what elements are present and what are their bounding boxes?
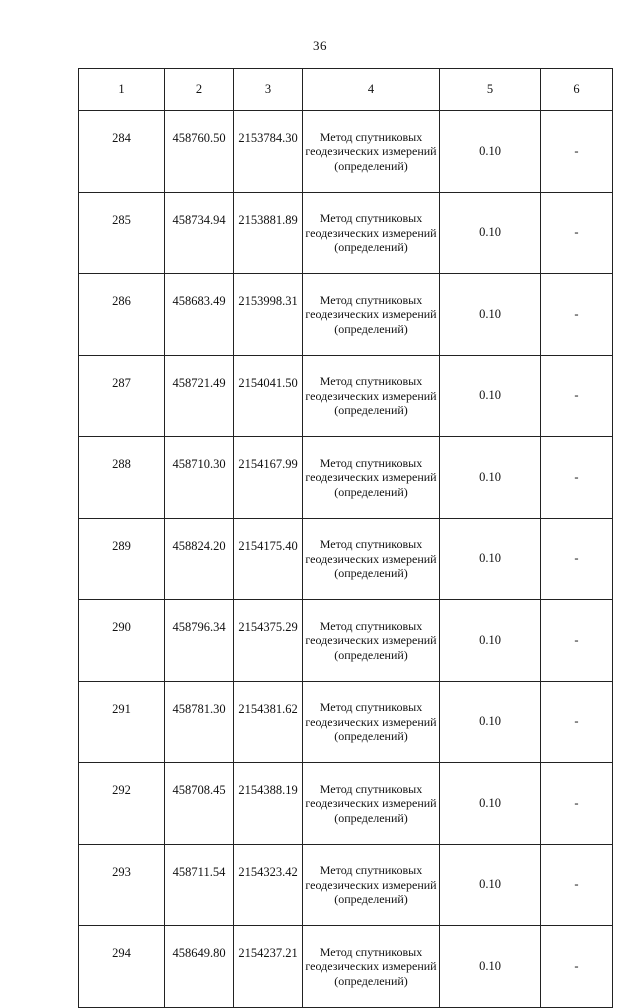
- y-coordinate-cell: 2154388.19: [234, 763, 303, 845]
- note-cell: -: [541, 355, 613, 437]
- accuracy-cell: 0.10: [440, 437, 541, 519]
- table-row: [79, 763, 613, 845]
- coordinates-table: [78, 68, 613, 1008]
- accuracy-cell: 0.10: [440, 111, 541, 193]
- point-number-cell: 286: [79, 274, 165, 356]
- table-row: [79, 681, 613, 763]
- note-cell: -: [541, 600, 613, 682]
- point-number-cell: 285: [79, 192, 165, 274]
- y-coordinate-cell: 2154375.29: [234, 600, 303, 682]
- table-row: [79, 437, 613, 519]
- note-cell: -: [541, 926, 613, 1008]
- point-number-cell: 289: [79, 518, 165, 600]
- table-row: [79, 274, 613, 356]
- note-cell: -: [541, 111, 613, 193]
- x-coordinate-cell: 458734.94: [165, 192, 234, 274]
- note-cell: -: [541, 681, 613, 763]
- x-coordinate-cell: 458711.54: [165, 844, 234, 926]
- x-coordinate-cell: 458796.34: [165, 600, 234, 682]
- method-cell: Метод спутниковых геодезических измерений (определений): [303, 355, 440, 437]
- column-header-3: 3: [234, 69, 303, 111]
- accuracy-cell: 0.10: [440, 192, 541, 274]
- method-cell: Метод спутниковых геодезических измерений (определений): [303, 763, 440, 845]
- point-number-cell: 291: [79, 681, 165, 763]
- y-coordinate-cell: 2154381.62: [234, 681, 303, 763]
- table-row: [79, 844, 613, 926]
- method-cell: Метод спутниковых геодезических измерений (определений): [303, 192, 440, 274]
- header-row: [79, 69, 613, 111]
- table-row: [79, 355, 613, 437]
- method-cell: Метод спутниковых геодезических измерений (определений): [303, 844, 440, 926]
- column-header-4: 4: [303, 69, 440, 111]
- method-cell: Метод спутниковых геодезических измерений (определений): [303, 518, 440, 600]
- table-row: [79, 111, 613, 193]
- table-header: [79, 69, 613, 111]
- accuracy-cell: 0.10: [440, 681, 541, 763]
- point-number-cell: 292: [79, 763, 165, 845]
- point-number-cell: 287: [79, 355, 165, 437]
- method-cell: Метод спутниковых геодезических измерений (определений): [303, 111, 440, 193]
- method-cell: Метод спутниковых геодезических измерений (определений): [303, 681, 440, 763]
- y-coordinate-cell: 2154167.99: [234, 437, 303, 519]
- accuracy-cell: 0.10: [440, 844, 541, 926]
- y-coordinate-cell: 2154175.40: [234, 518, 303, 600]
- point-number-cell: 290: [79, 600, 165, 682]
- point-number-cell: 284: [79, 111, 165, 193]
- note-cell: -: [541, 192, 613, 274]
- x-coordinate-cell: 458781.30: [165, 681, 234, 763]
- table-row: [79, 926, 613, 1008]
- accuracy-cell: 0.10: [440, 274, 541, 356]
- x-coordinate-cell: 458708.45: [165, 763, 234, 845]
- note-cell: -: [541, 274, 613, 356]
- table-row: [79, 600, 613, 682]
- column-header-1: 1: [79, 69, 165, 111]
- y-coordinate-cell: 2154041.50: [234, 355, 303, 437]
- accuracy-cell: 0.10: [440, 355, 541, 437]
- y-coordinate-cell: 2154323.42: [234, 844, 303, 926]
- point-number-cell: 293: [79, 844, 165, 926]
- y-coordinate-cell: 2153784.30: [234, 111, 303, 193]
- point-number-cell: 288: [79, 437, 165, 519]
- table-body: [79, 111, 613, 1008]
- note-cell: -: [541, 844, 613, 926]
- method-cell: Метод спутниковых геодезических измерений (определений): [303, 926, 440, 1008]
- accuracy-cell: 0.10: [440, 763, 541, 845]
- column-header-2: 2: [165, 69, 234, 111]
- method-cell: Метод спутниковых геодезических измерений (определений): [303, 600, 440, 682]
- note-cell: -: [541, 518, 613, 600]
- y-coordinate-cell: 2153881.89: [234, 192, 303, 274]
- point-number-cell: 294: [79, 926, 165, 1008]
- accuracy-cell: 0.10: [440, 518, 541, 600]
- y-coordinate-cell: 2153998.31: [234, 274, 303, 356]
- x-coordinate-cell: 458683.49: [165, 274, 234, 356]
- x-coordinate-cell: 458649.80: [165, 926, 234, 1008]
- x-coordinate-cell: 458710.30: [165, 437, 234, 519]
- page-number: 36: [313, 38, 327, 53]
- note-cell: -: [541, 763, 613, 845]
- method-cell: Метод спутниковых геодезических измерений (определений): [303, 437, 440, 519]
- x-coordinate-cell: 458824.20: [165, 518, 234, 600]
- accuracy-cell: 0.10: [440, 600, 541, 682]
- note-cell: -: [541, 437, 613, 519]
- column-header-5: 5: [440, 69, 541, 111]
- x-coordinate-cell: 458721.49: [165, 355, 234, 437]
- table-row: [79, 518, 613, 600]
- x-coordinate-cell: 458760.50: [165, 111, 234, 193]
- table-row: [79, 192, 613, 274]
- method-cell: Метод спутниковых геодезических измерений (определений): [303, 274, 440, 356]
- accuracy-cell: 0.10: [440, 926, 541, 1008]
- y-coordinate-cell: 2154237.21: [234, 926, 303, 1008]
- column-header-6: 6: [541, 69, 613, 111]
